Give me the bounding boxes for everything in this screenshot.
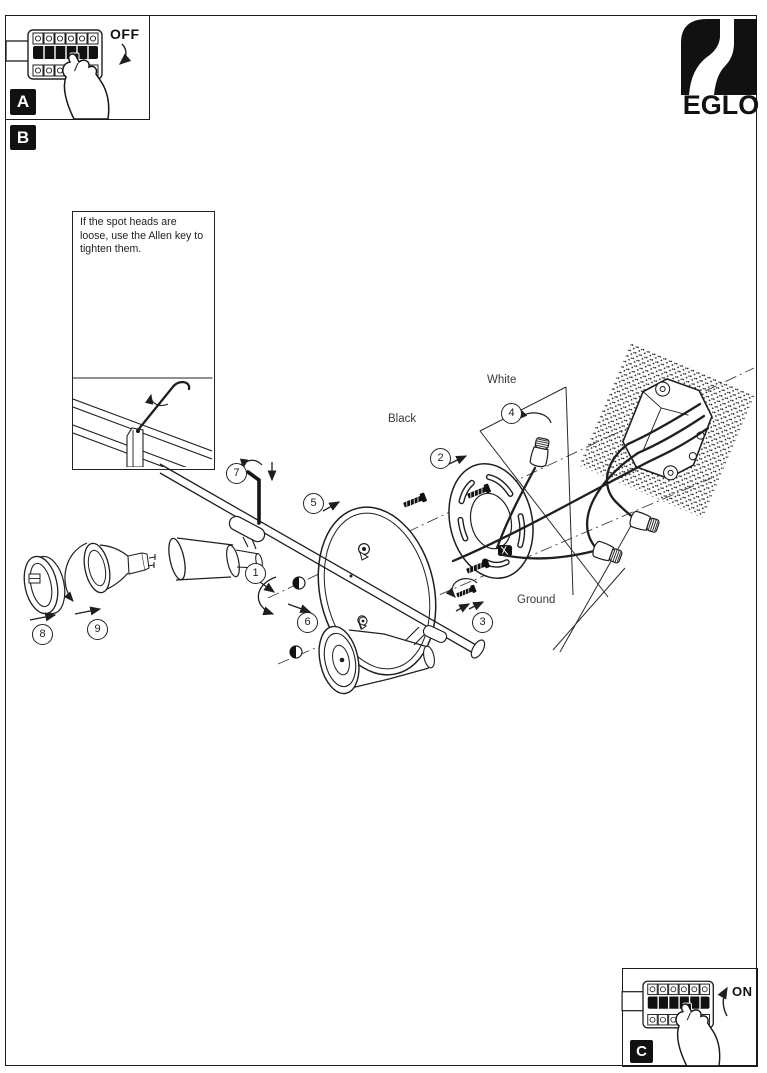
rotate-arrow (243, 460, 262, 468)
callout-2: 2 (430, 448, 451, 469)
off-label: OFF (110, 26, 140, 42)
black-wire-label: Black (388, 413, 417, 425)
flip-up-arrow (723, 988, 727, 1016)
step-label-b: B (10, 125, 36, 150)
trim-ring (19, 553, 69, 616)
callout-1: 1 (245, 563, 266, 584)
callout-9: 9 (87, 619, 108, 640)
eglo-logo (681, 19, 757, 95)
callout-6: 6 (297, 612, 318, 633)
arm-sleeve (227, 514, 267, 544)
ceiling-cutout (579, 342, 755, 518)
bulb (65, 541, 155, 601)
rotate-arrow (518, 413, 551, 423)
callout-3: 3 (472, 612, 493, 633)
step-label-a: A (10, 89, 36, 115)
on-label: ON (732, 984, 753, 999)
allen-key-inset-illustration (73, 382, 212, 485)
rotate-arrow (65, 543, 87, 601)
callout-5: 5 (303, 493, 324, 514)
ground-wire-label: Ground (517, 594, 556, 606)
gu10-pins (148, 554, 155, 568)
step-label-c: C (630, 1040, 653, 1063)
flip-down-arrow (120, 44, 126, 64)
eglo-wordmark: EGLO (682, 90, 760, 120)
callout-8: 8 (32, 624, 53, 645)
callout-4: 4 (501, 403, 522, 424)
callout-7: 7 (226, 463, 247, 484)
note-text: If the spot heads are loose, use the Allen key to tighten them. (80, 216, 204, 256)
white-wire-label: White (487, 374, 517, 386)
